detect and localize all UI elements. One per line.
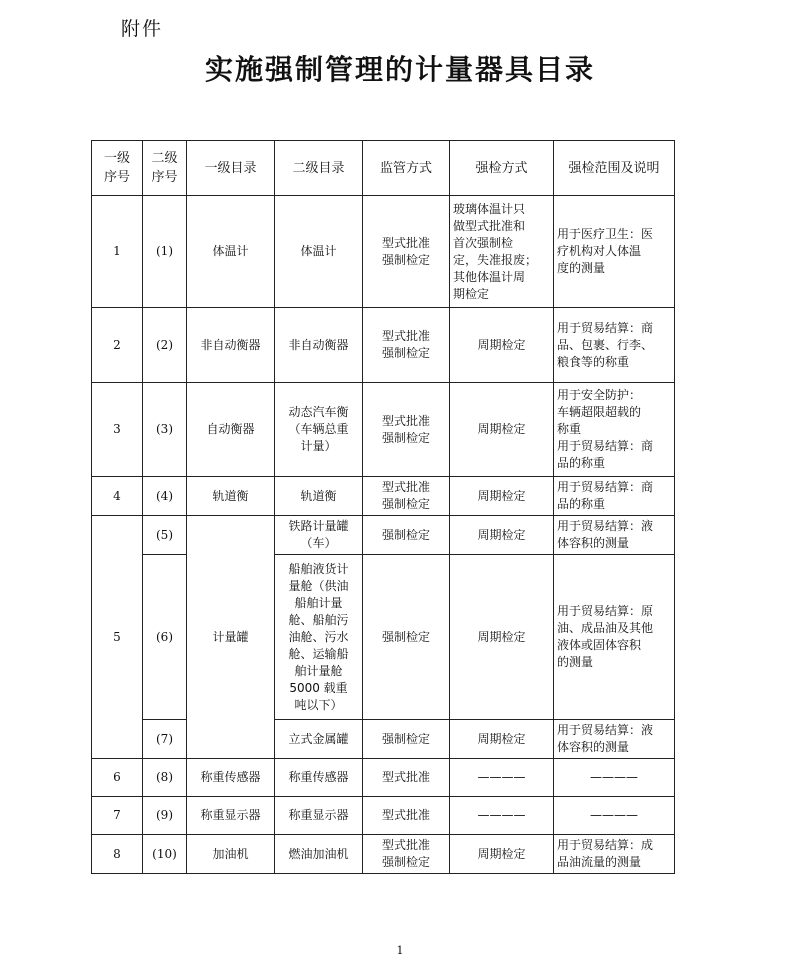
column-header: 一级 序号 xyxy=(92,141,143,196)
scope-cell: 用于安全防护： 车辆超限超载的 称重 用于贸易结算：商 品的称重 xyxy=(554,383,675,477)
table-row xyxy=(92,383,675,477)
l2-number-cell: (8) xyxy=(143,759,187,797)
l1-category-cell: 轨道衡 xyxy=(187,477,275,516)
scope-cell: 用于医疗卫生：医 疗机构对人体温 度的测量 xyxy=(554,196,675,308)
l2-category-cell: 称重显示器 xyxy=(275,797,363,835)
inspection-cell: 周期检定 xyxy=(450,477,554,516)
l2-number-cell: (6) xyxy=(143,555,187,720)
supervision-cell: 型式批准 强制检定 xyxy=(363,308,450,383)
column-header: 强检范围及说明 xyxy=(554,141,675,196)
document-title: 实施强制管理的计量器具目录 xyxy=(204,53,595,86)
l1-number-cell: 6 xyxy=(92,759,143,797)
l1-number-cell: 3 xyxy=(92,383,143,477)
l2-category-cell: 船舶液货计 量舱（供油 船舶计量 舱、船舶污 油舱、污水 舱、运输船 舶计量舱 5000 载重 吨以下） xyxy=(275,555,363,720)
table-row xyxy=(92,797,675,835)
l2-number-cell: (9) xyxy=(143,797,187,835)
l1-category-cell: 非自动衡器 xyxy=(187,308,275,383)
l1-category-cell: 称重显示器 xyxy=(187,797,275,835)
page-number: 1 xyxy=(396,944,404,957)
l1-category-cell: 自动衡器 xyxy=(187,383,275,477)
scope-cell: ———— xyxy=(554,759,675,797)
l2-category-cell: 体温计 xyxy=(275,196,363,308)
l1-number-cell: 1 xyxy=(92,196,143,308)
table-row xyxy=(92,835,675,874)
inspection-cell: 周期检定 xyxy=(450,516,554,555)
l2-number-cell: (5) xyxy=(143,516,187,555)
scope-cell: 用于贸易结算：成 品油流量的测量 xyxy=(554,835,675,874)
column-header: 强检方式 xyxy=(450,141,554,196)
l2-category-cell: 非自动衡器 xyxy=(275,308,363,383)
supervision-cell: 型式批准 xyxy=(363,797,450,835)
supervision-cell: 型式批准 强制检定 xyxy=(363,835,450,874)
table-row xyxy=(92,720,675,759)
l2-category-cell: 动态汽车衡 （车辆总重 计量） xyxy=(275,383,363,477)
supervision-cell: 型式批准 强制检定 xyxy=(363,477,450,516)
inspection-cell: ———— xyxy=(450,759,554,797)
column-header: 监管方式 xyxy=(363,141,450,196)
inspection-cell: ———— xyxy=(450,797,554,835)
l1-number-cell: 4 xyxy=(92,477,143,516)
l1-number-cell: 8 xyxy=(92,835,143,874)
l2-category-cell: 燃油加油机 xyxy=(275,835,363,874)
inspection-cell: 周期检定 xyxy=(450,555,554,720)
table-row xyxy=(92,196,675,308)
table-row xyxy=(92,477,675,516)
l1-category-cell: 体温计 xyxy=(187,196,275,308)
scope-cell: 用于贸易结算：商 品的称重 xyxy=(554,477,675,516)
l2-number-cell: (3) xyxy=(143,383,187,477)
inspection-cell: 玻璃体温计只 做型式批准和 首次强制检 定，失准报废； 其他体温计周 期检定 xyxy=(450,196,554,308)
table-header-row xyxy=(92,141,675,196)
supervision-cell: 强制检定 xyxy=(363,555,450,720)
table-row xyxy=(92,555,675,720)
l2-category-cell: 铁路计量罐 （车） xyxy=(275,516,363,555)
measuring-instrument-catalog-table xyxy=(91,140,675,874)
column-header: 一级目录 xyxy=(187,141,275,196)
attachment-label: 附件 xyxy=(121,18,164,40)
scope-cell: ———— xyxy=(554,797,675,835)
table-row xyxy=(92,759,675,797)
scope-cell: 用于贸易结算：液 体容积的测量 xyxy=(554,516,675,555)
l1-number-cell: 2 xyxy=(92,308,143,383)
scope-cell: 用于贸易结算：液 体容积的测量 xyxy=(554,720,675,759)
inspection-cell: 周期检定 xyxy=(450,383,554,477)
supervision-cell: 型式批准 xyxy=(363,759,450,797)
l2-category-cell: 轨道衡 xyxy=(275,477,363,516)
supervision-cell: 强制检定 xyxy=(363,720,450,759)
column-header: 二级目录 xyxy=(275,141,363,196)
l1-number-cell: 5 xyxy=(92,516,143,759)
l1-category-cell: 加油机 xyxy=(187,835,275,874)
supervision-cell: 型式批准 强制检定 xyxy=(363,383,450,477)
column-header: 二级 序号 xyxy=(143,141,187,196)
l2-category-cell: 称重传感器 xyxy=(275,759,363,797)
l2-number-cell: (10) xyxy=(143,835,187,874)
table-row xyxy=(92,308,675,383)
l1-category-cell: 称重传感器 xyxy=(187,759,275,797)
l1-number-cell: 7 xyxy=(92,797,143,835)
l2-number-cell: (7) xyxy=(143,720,187,759)
inspection-cell: 周期检定 xyxy=(450,308,554,383)
scope-cell: 用于贸易结算：原 油、成品油及其他 液体或固体容积 的测量 xyxy=(554,555,675,720)
l1-category-cell: 计量罐 xyxy=(187,516,275,759)
l2-number-cell: (2) xyxy=(143,308,187,383)
l2-number-cell: (1) xyxy=(143,196,187,308)
inspection-cell: 周期检定 xyxy=(450,835,554,874)
supervision-cell: 型式批准 强制检定 xyxy=(363,196,450,308)
supervision-cell: 强制检定 xyxy=(363,516,450,555)
l2-number-cell: (4) xyxy=(143,477,187,516)
inspection-cell: 周期检定 xyxy=(450,720,554,759)
table-row xyxy=(92,516,675,555)
scope-cell: 用于贸易结算：商 品、包裹、行李、 粮食等的称重 xyxy=(554,308,675,383)
l2-category-cell: 立式金属罐 xyxy=(275,720,363,759)
